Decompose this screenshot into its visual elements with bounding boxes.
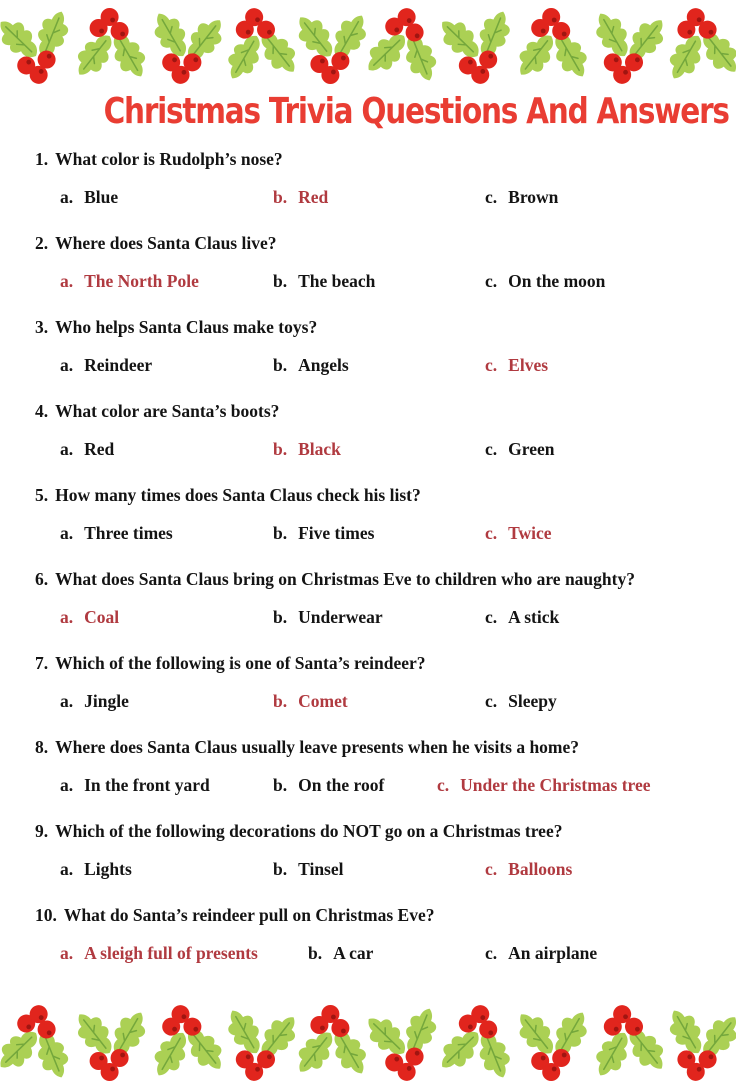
question-10 <box>35 904 701 964</box>
options-row <box>35 522 701 544</box>
question-number: 5. <box>35 485 49 505</box>
option-b: b. A car <box>308 943 374 963</box>
question-number: 9. <box>35 821 49 841</box>
holly-border-bottom-image <box>0 1001 736 1083</box>
option-a: a. Blue <box>60 187 119 207</box>
option-a: a. Coal <box>60 607 120 627</box>
options-row <box>35 858 701 880</box>
question-text <box>35 148 701 170</box>
option-c: c. Green <box>485 439 555 459</box>
question-body: Where does Santa Claus usually leave presents when he visits a home? <box>55 737 580 757</box>
option-c: c. An airplane <box>485 943 598 963</box>
option-c: c. Balloons <box>485 859 573 879</box>
option-a: a. The North Pole <box>60 271 199 291</box>
option-a: a. Reindeer <box>60 355 153 375</box>
question-9 <box>35 820 701 880</box>
question-7 <box>35 652 701 712</box>
question-body: How many times does Santa Claus check his list? <box>55 485 421 505</box>
option-c: c. Brown <box>485 187 559 207</box>
question-body: What color are Santa’s boots? <box>55 401 280 421</box>
option-c: c. Elves <box>485 355 549 375</box>
question-text <box>35 484 701 506</box>
question-2 <box>35 232 701 292</box>
option-b: b. The beach <box>273 271 376 291</box>
question-body: What does Santa Claus bring on Christmas Eve to children who are naughty? <box>55 569 635 589</box>
question-number: 1. <box>35 149 49 169</box>
question-body: Which of the following is one of Santa’s reindeer? <box>55 653 426 673</box>
question-text <box>35 820 701 842</box>
option-b: b. Comet <box>273 691 348 711</box>
question-number: 2. <box>35 233 49 253</box>
option-b: b. Five times <box>273 523 375 543</box>
question-text <box>35 904 701 926</box>
option-c: c. Under the Christmas tree <box>437 775 651 795</box>
question-number: 4. <box>35 401 49 421</box>
option-b: b. Black <box>273 439 341 459</box>
question-body: Where does Santa Claus live? <box>55 233 277 253</box>
question-text <box>35 316 701 338</box>
question-4 <box>35 400 701 460</box>
option-a: a. Red <box>60 439 115 459</box>
question-text <box>35 652 701 674</box>
options-row <box>35 270 701 292</box>
option-a: a. A sleigh full of presents <box>60 943 258 963</box>
question-number: 6. <box>35 569 49 589</box>
option-a: a. Jingle <box>60 691 129 711</box>
options-row <box>35 606 701 628</box>
question-number: 3. <box>35 317 49 337</box>
question-5 <box>35 484 701 544</box>
question-number: 7. <box>35 653 49 673</box>
page-title-text: Christmas Trivia Questions And Answers <box>103 91 729 132</box>
page-title <box>35 91 729 132</box>
question-3 <box>35 316 701 376</box>
option-b: b. On the roof <box>273 775 385 795</box>
option-a: a. Three times <box>60 523 173 543</box>
option-a: a. Lights <box>60 859 132 879</box>
options-row <box>35 774 701 796</box>
question-body: Which of the following decorations do NOT go on a Christmas tree? <box>55 821 563 841</box>
question-1 <box>35 148 701 208</box>
question-text <box>35 568 701 590</box>
option-c: c. On the moon <box>485 271 606 291</box>
question-body: What color is Rudolph’s nose? <box>55 149 283 169</box>
question-text <box>35 736 701 758</box>
question-number: 8. <box>35 737 49 757</box>
options-row <box>35 942 701 964</box>
question-number: 10. <box>35 905 57 925</box>
question-body: Who helps Santa Claus make toys? <box>55 317 318 337</box>
question-text <box>35 232 701 254</box>
option-b: b. Red <box>273 187 329 207</box>
question-text <box>35 400 701 422</box>
holly-garland-icon <box>0 1001 736 1083</box>
options-row <box>35 690 701 712</box>
question-6 <box>35 568 701 628</box>
option-b: b. Tinsel <box>273 859 344 879</box>
option-a: a. In the front yard <box>60 775 210 795</box>
option-b: b. Underwear <box>273 607 383 627</box>
options-row <box>35 354 701 376</box>
options-row <box>35 438 701 460</box>
options-row <box>35 186 701 208</box>
option-b: b. Angels <box>273 355 349 375</box>
question-8 <box>35 736 701 796</box>
question-body: What do Santa’s reindeer pull on Christmas Eve? <box>63 905 435 925</box>
option-c: c. Twice <box>485 523 552 543</box>
option-c: c. Sleepy <box>485 691 557 711</box>
option-c: c. A stick <box>485 607 560 627</box>
